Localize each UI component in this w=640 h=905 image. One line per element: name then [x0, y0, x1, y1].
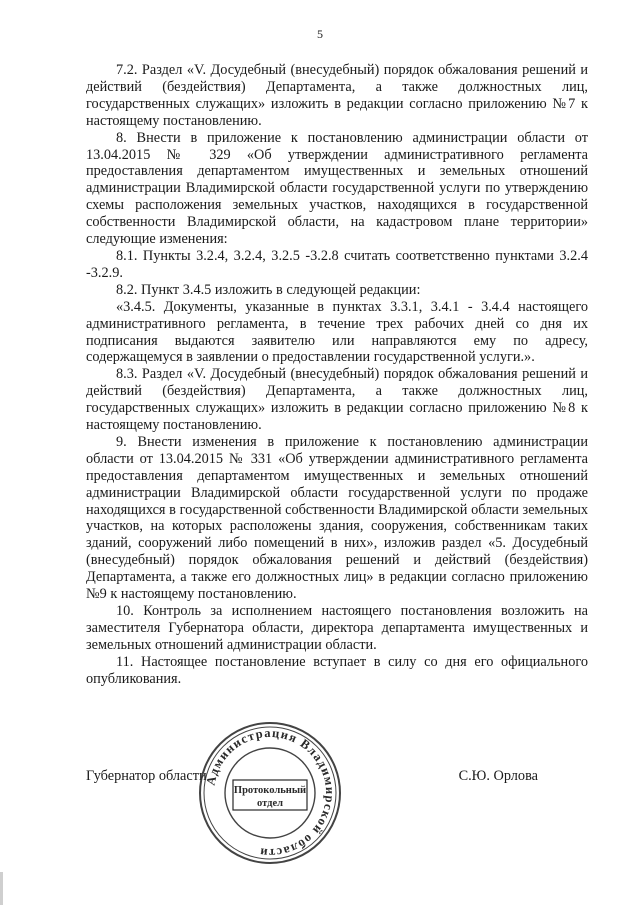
document-body — [86, 62, 588, 688]
paragraph-3-4-5-quote: «3.4.5. Документы, указанные в пунктах 3.3.1, 3.4.1 - 3.4.4 настоящего административного регламента, в течение трех рабочих дней со дня их подписания выдаются заявителю или направляются ему по адресу, содержащемуся в заявлении о предоставлении государственной услуги.». — [86, 298, 588, 366]
paragraph-8-2: 8.2. Пункт 3.4.5 изложить в следующей редакции: — [116, 281, 421, 298]
paragraph-7-2: 7.2. Раздел «V. Досудебный (внесудебный) порядок обжалования решений и действий (бездействия) Департамента, а также должностных лиц, государственных служащих» изложить в редакции согласно приложению №7 к настоящему постановлению. — [86, 62, 588, 129]
paragraph-11: 11. Настоящее постановление вступает в силу со дня его официального опубликования. — [86, 653, 588, 687]
stamp-ring-text: Администрация Владимирской области — [203, 725, 338, 861]
signatory-name: С.Ю. Орлова — [458, 768, 538, 784]
paragraph-8: 8. Внести в приложение к постановлению администрации области от 13.04.2015 № 329 «Об утверждении административного регламента предоставления департаментом имущественных и земельных отношений администрации Владимирской области государственной услуги по утверждению схемы расположения земельных участков, находящихся в государственной собственности Владимирской области, на кадастровом плане территории» следующие изменения: — [86, 129, 588, 248]
signatory-title: Губернатор области — [86, 768, 207, 784]
scan-edge-mark — [0, 872, 3, 905]
paragraph-8-1: 8.1. Пункты 3.2.4, 3.2.4, 3.2.5 -3.2.8 считать соответственно пунктами 3.2.4 -3.2.9. — [86, 247, 588, 281]
paragraph-10: 10. Контроль за исполнением настоящего постановления возложить на заместителя Губернатора области, директора департамента имущественных и земельных отношений администрации области. — [86, 603, 588, 653]
stamp-center-line-1: Протокольный — [233, 785, 307, 796]
page-number: 5 — [317, 27, 323, 41]
official-stamp — [195, 718, 345, 868]
paragraph-8-3: 8.3. Раздел «V. Досудебный (внесудебный) порядок обжалования решений и действий (бездействия) Департамента, а также должностных лиц, государственных служащих» изложить в редакции согласно приложению №8 к настоящему постановлению. — [86, 366, 588, 434]
paragraph-9: 9. Внести изменения в приложение к постановлению администрации области от 13.04.2015 № 331 «Об утверждении административного регламента предоставления департаментом имущественных и земельных отношений администрации Владимирской области государственной услуги по продаже находящихся в государственной собственности Владимирской области земельных участков, на которых расположены здания, сооружения, собственникам таких зданий, сооружений либо помещений в них», изложив раздел «5. Досудебный (внесудебный) порядок обжалования решений и действий (бездействия) Департамента, а также его должностных лиц» в редакции согласно приложению №9 к настоящему постановлению. — [86, 433, 588, 603]
stamp-center-line-2: отдел — [257, 798, 283, 809]
